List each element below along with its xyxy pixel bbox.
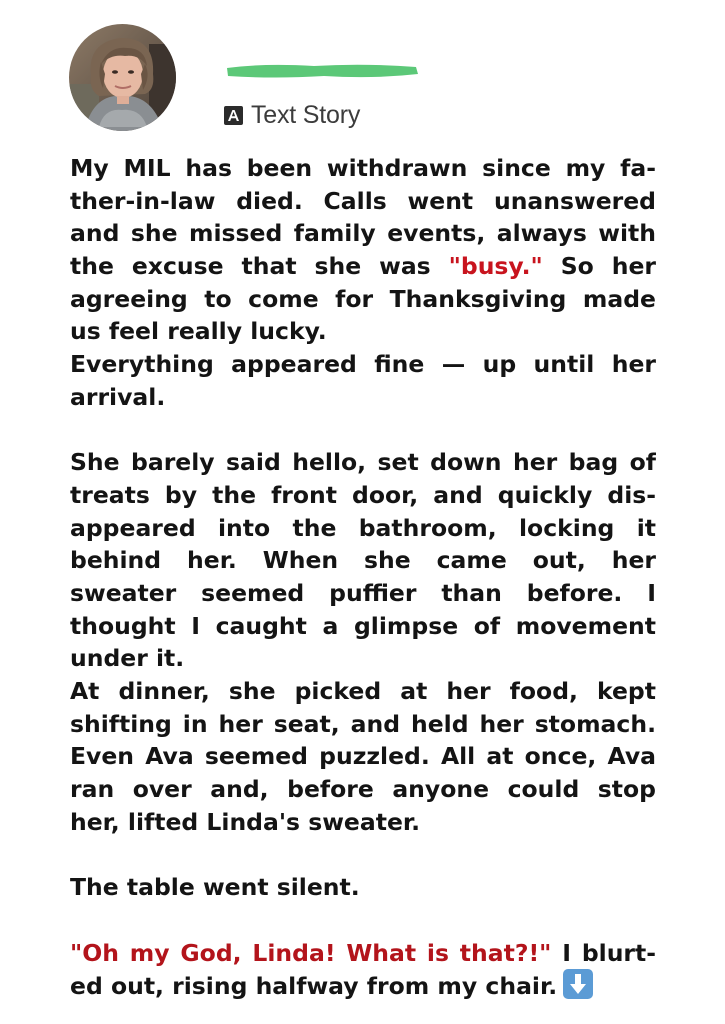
story-line <box>70 937 656 970</box>
down-arrow-emoji-icon <box>563 969 593 999</box>
story-line <box>70 381 656 414</box>
story-line <box>70 577 656 610</box>
story-text: agreeing to come for Thanksgiving made <box>70 284 656 313</box>
story-line <box>70 315 656 348</box>
highlighted-text: "busy." <box>448 252 543 281</box>
post-header <box>0 0 725 150</box>
story-text: My MIL has been withdrawn since my fa- <box>70 154 656 182</box>
story-line <box>70 675 656 708</box>
story-text: behind her. When she came out, her <box>70 546 656 575</box>
story-text: Even Ava seemed puzzled. All at once, Ava <box>70 742 656 771</box>
story-text: I blurt- <box>551 938 656 967</box>
story-text: ther-in-law died. Calls went unanswered <box>70 186 656 215</box>
story-text: She barely said hello, set down her bag of <box>70 448 656 477</box>
story-text: her, lifted Linda's sweater. <box>70 807 421 836</box>
story-text: treats by the front door, and quickly dis- <box>70 480 656 509</box>
story-text: thought I caught a glimpse of movement <box>70 611 656 640</box>
story-text: under it. <box>70 644 185 673</box>
story-body <box>70 152 656 1002</box>
story-line <box>70 871 656 904</box>
story-line <box>70 185 656 218</box>
story-text: At dinner, she picked at her food, kept <box>70 677 656 705</box>
post-type-text: Text Story <box>251 101 361 129</box>
story-text: shifting in her seat, and held her stomach. <box>70 709 656 738</box>
story-text: arrival. <box>70 382 166 411</box>
story-line <box>70 250 656 283</box>
avatar[interactable] <box>69 24 176 131</box>
redacted-username <box>224 60 420 82</box>
story-text: ed out, rising halfway from my chair. <box>70 972 558 1001</box>
story-line <box>70 610 656 643</box>
story-text: Everything appeared fine — up until her <box>70 350 656 379</box>
story-line <box>70 152 656 185</box>
story-line <box>70 544 656 577</box>
story-text: So her <box>542 252 656 281</box>
story-line <box>70 446 656 479</box>
story-line <box>70 969 656 1002</box>
story-line <box>70 642 656 675</box>
story-text: the excuse that she was <box>70 252 449 281</box>
story-line <box>70 217 656 250</box>
highlighted-text: "Oh my God, Linda! What is that?!" <box>70 938 552 967</box>
story-line <box>70 773 656 806</box>
story-text: us feel really lucky. <box>70 317 327 346</box>
story-text: The table went silent. <box>70 873 360 902</box>
story-line <box>70 283 656 316</box>
story-line <box>70 348 656 381</box>
story-line <box>70 414 656 447</box>
letter-a-icon <box>224 106 243 125</box>
story-text: and she missed family events, always with <box>70 219 656 248</box>
post-type-label <box>224 100 360 130</box>
story-line <box>70 512 656 545</box>
story-text: appeared into the bathroom, locking it <box>70 513 656 542</box>
story-text: sweater seemed puffier than before. I <box>70 578 656 607</box>
story-line <box>70 479 656 512</box>
story-line <box>70 708 656 741</box>
avatar-photo <box>69 24 176 131</box>
story-text: ran over and, before anyone could stop <box>70 775 656 804</box>
story-line <box>70 904 656 937</box>
story-line <box>70 806 656 839</box>
story-line <box>70 740 656 773</box>
story-line <box>70 838 656 871</box>
